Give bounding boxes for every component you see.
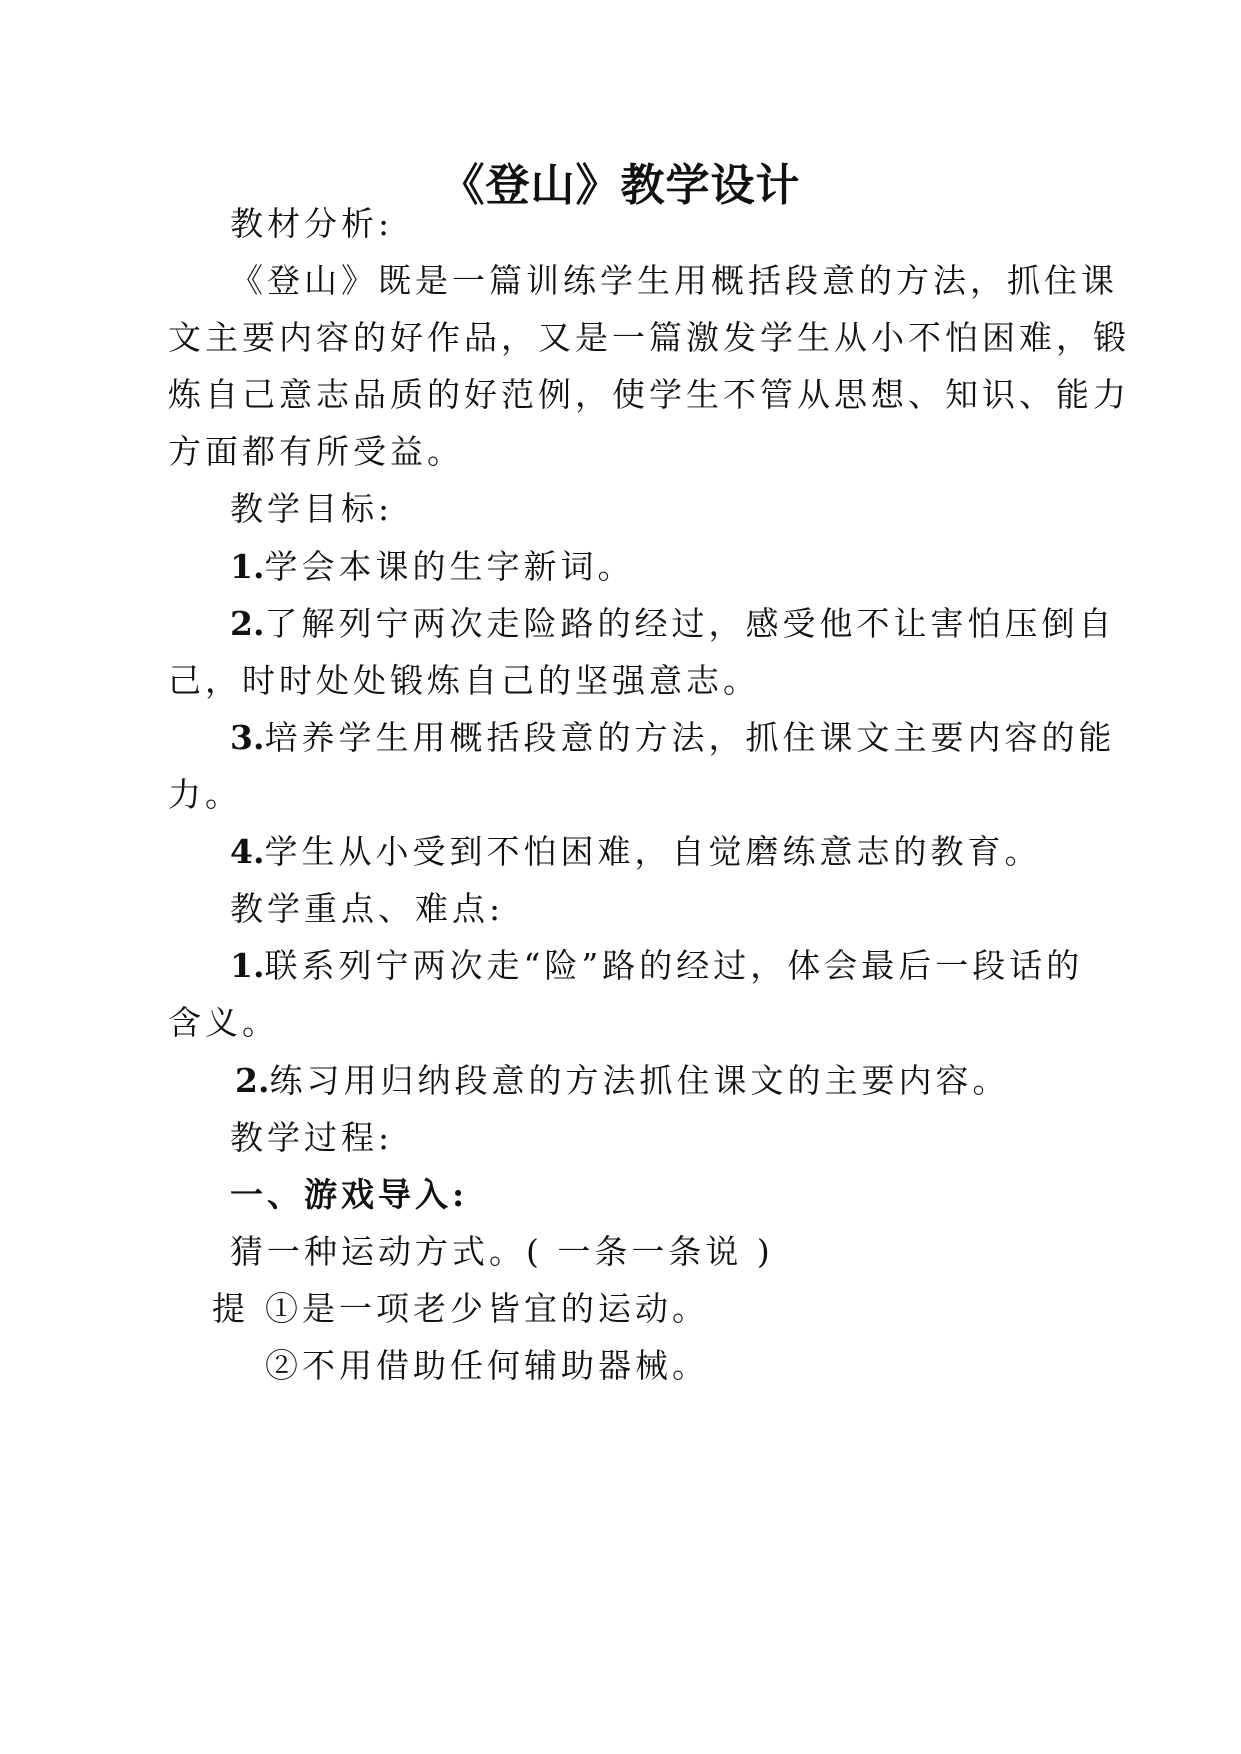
hint-item-1: ①是一项老少皆宜的运动。 <box>265 1289 709 1328</box>
goal-number: 1. <box>230 547 265 586</box>
key-point-1-continued: 含义。 <box>168 1003 279 1042</box>
goal-item-3 <box>230 718 1116 758</box>
goal-item-2 <box>230 604 1116 644</box>
goal-text: 培养学生用概括段意的方法，抓住课文主要内容的能 <box>264 718 1116 757</box>
goal-item-2-continued: 己，时时处处锻炼自己的坚强意志。 <box>168 661 760 700</box>
key-point-number: 1. <box>230 946 265 985</box>
analysis-line-1: 《登山》既是一篇训练学生用概括段意的方法，抓住课 <box>230 261 1118 300</box>
hint-item-2: ②不用借助任何辅助器械。 <box>265 1346 709 1385</box>
goal-number: 3. <box>230 718 265 757</box>
analysis-line-2: 文主要内容的好作品，又是一篇激发学生从小不怕困难，锻 <box>168 318 1130 357</box>
page-title: 《登山》教学设计 <box>440 160 801 211</box>
goal-item-3-continued: 力。 <box>168 775 242 814</box>
step-one-heading: 一、游戏导入: <box>230 1175 469 1214</box>
goal-item-1 <box>230 547 634 587</box>
goal-number: 4. <box>230 832 265 871</box>
key-point-text: 联系列宁两次走“险”路的经过，体会最后一段话的 <box>264 946 1084 985</box>
analysis-line-3: 炼自己意志品质的好范例，使学生不管从思想、知识、能力 <box>168 375 1130 414</box>
goal-text: 了解列宁两次走险路的经过，感受他不让害怕压倒自 <box>264 604 1116 643</box>
key-points-heading: 教学重点、难点: <box>230 889 505 928</box>
key-point-2 <box>235 1061 1009 1101</box>
analysis-heading: 教材分析: <box>230 204 394 243</box>
goal-text: 学会本课的生字新词。 <box>264 547 635 586</box>
goal-text: 学生从小受到不怕困难，自觉磨练意志的教育。 <box>264 832 1042 871</box>
key-point-1 <box>230 946 1084 986</box>
key-point-number: 2. <box>235 1061 270 1100</box>
goals-heading: 教学目标: <box>230 489 394 528</box>
key-point-text: 练习用归纳段意的方法抓住课文的主要内容。 <box>269 1061 1010 1100</box>
process-heading: 教学过程: <box>230 1118 394 1157</box>
goal-number: 2. <box>230 604 265 643</box>
analysis-line-4: 方面都有所受益。 <box>168 432 464 471</box>
hint-label: 提 <box>212 1289 249 1328</box>
step-one-intro: 猜一种运动方式。( 一条一条说 ) <box>230 1232 774 1271</box>
goal-item-4 <box>230 832 1041 872</box>
